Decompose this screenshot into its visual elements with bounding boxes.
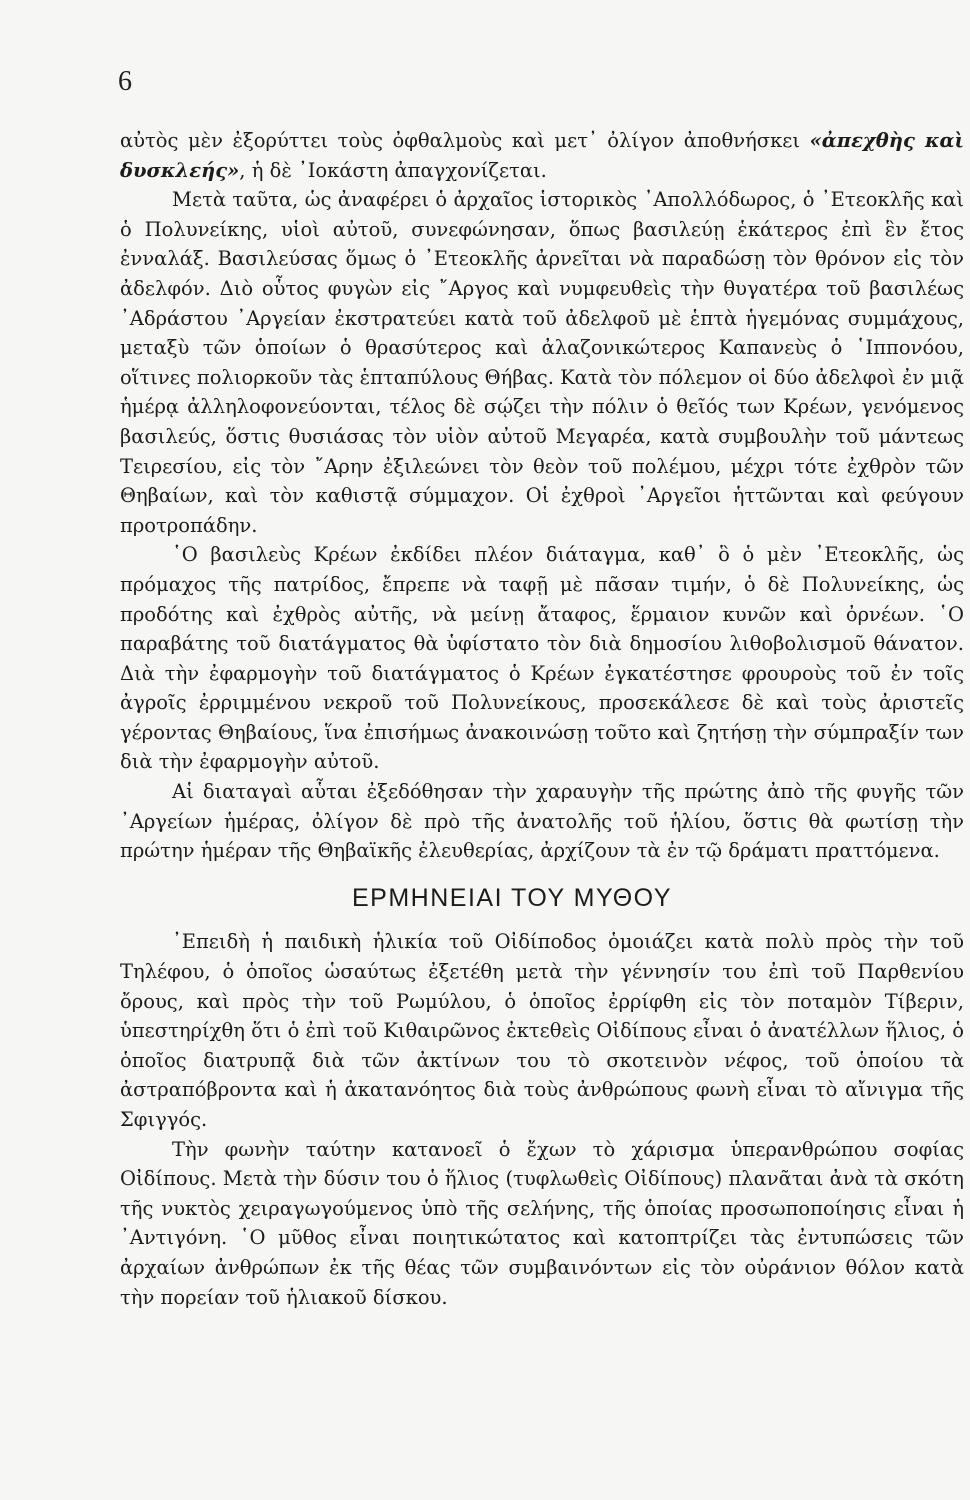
paragraph-2: Μετὰ ταῦτα, ὡς ἀναφέρει ὁ ἀρχαῖος ἱστορικὸς ᾿Απολλόδωρος, ὁ ᾿Ετεοκλῆς καὶ ὁ Πολυνείκης, υἱοὶ αὐτοῦ, συνεφώνησαν, ὅπως βασιλεύῃ ἑκάτερος ἐπὶ ἓν ἔτος ἐνναλάξ. Βασιλεύσας ὅμως ὁ ᾿Ετεοκλῆς ἀρνεῖται νὰ παραδώσῃ τὸν θρόνον εἰς τὸν ἀδελφόν. Διὸ οὗτος φυγὼν εἰς ῎Αργος καὶ νυμφευθεὶς τὴν θυγατέρα τοῦ βασιλέως ᾿Αδράστου ᾿Αργείαν ἐκστρατεύει κατὰ τοῦ ἀδελφοῦ μὲ ἑπτὰ ἡγεμόνας συμμάχους, μεταξὺ τῶν ὁποίων ὁ θρασύτερος καὶ ἀλαζονικώτερος Καπανεὺς ὁ ῾Ιππονόου, οἵτινες πολιορκοῦν τὰς ἑπταπύλους Θήβας. Κατὰ τὸν πόλεμον οἱ δύο ἀδελφοὶ ἐν μιᾷ ἡμέρᾳ ἀλληλοφονεύονται, τέλος δὲ σῴζει τὴν πόλιν ὁ θεῖός των Κρέων, γενόμενος βασιλεύς, ὅστις θυσιάσας τὸν υἱὸν αὐτοῦ Μεγαρέα, κατὰ συμβουλὴν τοῦ μάντεως Τειρεσίου, εἰς τὸν ῎Αρην ἐξιλεώνει τὸν θεὸν τοῦ πολέμου, μέχρι τότε ἐχθρὸν τῶν Θηβαίων, καὶ τὸν καθιστᾷ σύμμαχον. Οἱ ἐχθροὶ ᾿Αργεῖοι ἡττῶνται καὶ φεύγουν προτροπάδην.	[120, 188, 964, 537]
paragraph-1-text-start: αὐτὸς μὲν ἐξορύττει τοὺς ὀφθαλμοὺς καὶ μετ᾽ ὀλίγον ἀποθνήσκει	[120, 129, 810, 152]
paragraph-6: Τὴν φωνὴν ταύτην κατανοεῖ ὁ ἔχων τὸ χάρισμα ὑπερανθρώπου σοφίας Οἰδίπους. Μετὰ τὴν δύσιν του ὁ ἥλιος (τυφλωθεὶς Οἰδίπους) πλανᾶται ἀνὰ τὰ σκότη τῆς νυκτὸς χειραγωγούμενος ὑπὸ τῆς σελήνης, τῆς ὁποίας προσωποποίησις εἶναι ἡ ᾿Αντιγόνη. ῾Ο μῦθος εἶναι ποιητικώτατος καὶ κατοπτρίζει τὰς ἐντυπώσεις τῶν ἀρχαίων ἀνθρώπων ἐκ τῆς θέας τῶν συμβαινόντων εἰς τὸν οὐράνιον θόλον κατὰ τὴν πορείαν τοῦ ἡλιακοῦ δίσκου.	[120, 1137, 964, 1309]
paragraph-4: Αἱ διαταγαὶ αὗται ἐξεδόθησαν τὴν χαραυγὴν τῆς πρώτης ἀπὸ τῆς φυγῆς τῶν ᾿Αργείων ἡμέρας, ὀλίγον δὲ πρὸ τῆς ἀνατολῆς τοῦ ἡλίου, ὅστις θὰ φωτίσῃ τὴν πρώτην ἡμέραν τῆς Θηβαϊκῆς ἐλευθερίας, ἀρχίζουν τὰ ἐν τῷ δράματι πραττόμενα.	[120, 780, 964, 863]
paragraph-5: ᾿Επειδὴ ἡ παιδικὴ ἡλικία τοῦ Οἰδίποδος ὁμοιάζει κατὰ πολὺ πρὸς τὴν τοῦ Τηλέφου, ὁ ὁποῖος ὡσαύτως ἐξετέθη μετὰ τὴν γέννησίν του ἐπὶ τοῦ Παρθενίου ὄρους, καὶ πρὸς τὴν τοῦ Ρωμύλου, ὁ ὁποῖος ἐρρίφθη εἰς τὸν ποταμὸν Τίβεριν, ὑπεστηρίχθη ὅτι ὁ ἐπὶ τοῦ Κιθαιρῶνος ἐκτεθεὶς Οἰδίπους εἶναι ὁ ἀνατέλλων ἥλιος, ὁ ὁποῖος διατρυπᾷ διὰ τῶν ἀκτίνων του τὸ σκοτεινὸν νέφος, τοῦ ὁποίου τὰ ἀστραπόβροντα καὶ ἡ ἀκατανόητος διὰ τοὺς ἀνθρώπους φωνὴ εἶναι τὸ αἴνιγμα τῆς Σφιγγός.	[120, 930, 964, 1131]
page-number: 6	[118, 66, 132, 97]
paragraph-1	[120, 126, 964, 185]
paragraph-1-text-end: , ἡ δὲ ᾿Ιοκάστη ἀπαγχονίζεται.	[239, 158, 547, 182]
paragraph-3: ῾Ο βασιλεὺς Κρέων ἐκδίδει πλέον διάταγμα, καθ᾽ ὃ ὁ μὲν ᾿Ετεοκλῆς, ὡς πρόμαχος τῆς πατρίδος, ἔπρεπε νὰ ταφῇ μὲ πᾶσαν τιμήν, ὁ δὲ Πολυνείκης, ὡς προδότης καὶ ἐχθρὸς αὐτῆς, νὰ μείνῃ ἄταφος, ἕρμαιον κυνῶν καὶ ὀρνέων. ῾Ο παραβάτης τοῦ διατάγματος θὰ ὑφίστατο τὸν διὰ δημοσίου λιθοβολισμοῦ θάνατον. Διὰ τὴν ἐφαρμογὴν τοῦ διατάγματος ὁ Κρέων ἐγκατέστησε φρουροὺς τοῦ ἐν τοῖς ἀγροῖς ἐρριμμένου νεκροῦ τοῦ Πολυνείκους, προσεκάλεσε δὲ καὶ τοὺς ἀριστεῖς γέροντας Θηβαίους, ἵνα ἐπισήμως ἀνακοινώσῃ τοῦτο καὶ ζητήσῃ τὴν σύμπραξίν των διὰ τὴν ἐφαρμογὴν αὐτοῦ.	[120, 543, 964, 774]
page-body	[120, 126, 964, 1312]
paragraph-1-emphasis: «ἀπεχθὴς καὶ δυσκλεής»	[120, 129, 964, 182]
section-heading: ΕΡΜΗΝΕΙΑΙ ΤΟΥ ΜΥΘΟΥ	[351, 883, 672, 912]
